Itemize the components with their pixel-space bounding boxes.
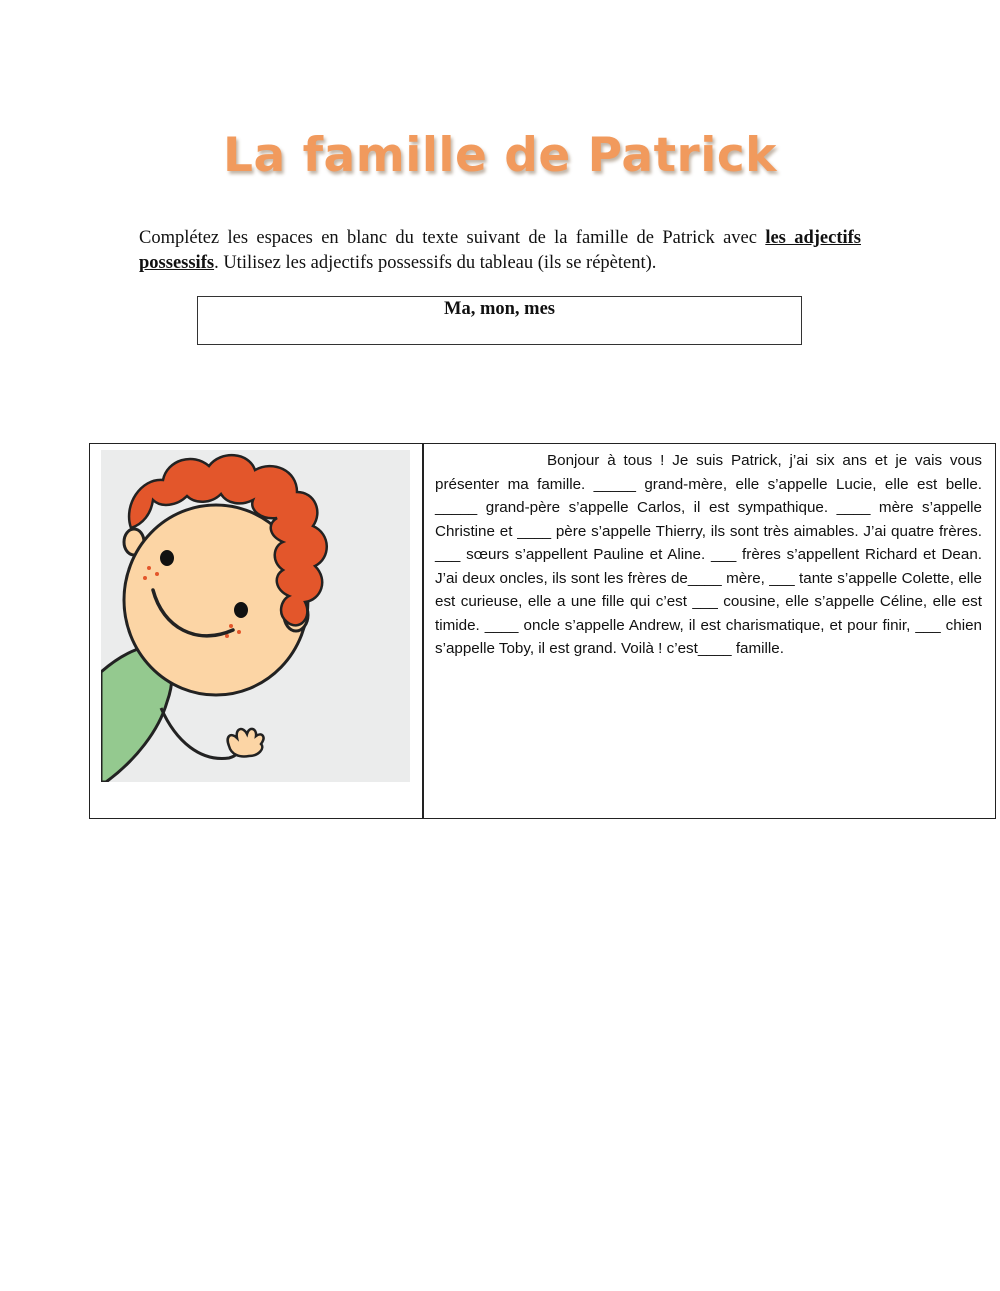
table-divider bbox=[422, 444, 424, 818]
instructions-text-after: . Utilisez les adjectifs possessifs du tableau (ils se répètent). bbox=[214, 253, 657, 273]
instructions bbox=[139, 226, 861, 276]
story-paragraph: Bonjour à tous ! Je suis Patrick, j’ai six ans et je vais vous présenter ma famille. _____ grand-mère, elle s’appelle Lucie, elle est belle. _____ grand-père s’appelle Carlos, il est sympathique. ____ mère s’appelle Christine et ____ père s’appelle Thierry, ils sont très aimables. J’ai quatre frères. ___ sœurs s’appellent Pauline et Aline. ___ frères s’appellent Richard et Dean. J’ai deux oncles, ils sont les frères de____ mère, ___ tante s’appelle Colette, elle est curieuse, elle a une fille qui c’est ___ cousine, elle s’appelle Céline, elle est timide. ____ oncle s’appelle Andrew, il est charismatique, et pour finir, ___ chien s’appelle Toby, il est grand. Voilà ! c’est____ famille. bbox=[435, 452, 982, 657]
waving-hand bbox=[228, 729, 264, 757]
right-eye bbox=[234, 602, 248, 618]
story-text bbox=[435, 449, 982, 661]
instructions-keyword: les adjectifs possessifs bbox=[139, 228, 861, 273]
instructions-text-before: Complétez les espaces en blanc du texte suivant de la famille de Patrick avec bbox=[139, 228, 766, 248]
boy-drawing bbox=[101, 450, 410, 782]
worksheet-title: La famille de Patrick bbox=[223, 128, 777, 183]
word-bank-words: Ma, mon, mes bbox=[444, 299, 555, 319]
story-table bbox=[89, 443, 996, 819]
patrick-illustration bbox=[101, 450, 410, 782]
word-bank-box bbox=[197, 296, 802, 345]
left-eye bbox=[160, 550, 174, 566]
